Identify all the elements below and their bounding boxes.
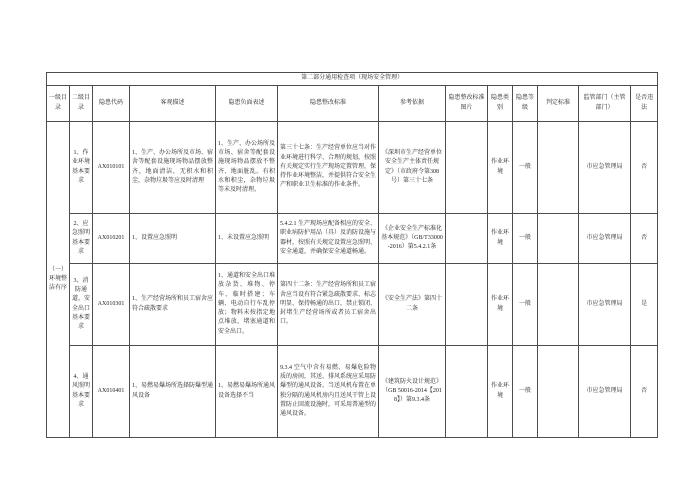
column-header-criteria: 判定标准	[538, 86, 579, 122]
cell-objective: 1、生产经营场所和员工宿舍应符合疏散要求	[130, 264, 216, 346]
cell-criteria	[538, 214, 579, 264]
cell-criteria	[538, 122, 579, 214]
cell-criteria	[538, 346, 579, 438]
cell-level2: 4、通风照明基本要求	[70, 346, 93, 438]
cell-category: 作业环境	[488, 264, 513, 346]
cell-illegal: 否	[631, 346, 658, 438]
column-header-department: 监管部门（主管部门）	[579, 86, 631, 122]
table-row	[47, 214, 658, 264]
cell-code: AX010101	[93, 122, 130, 214]
cell-level2: 1、作业环境基本要求	[70, 122, 93, 214]
cell-category: 作业环境	[488, 214, 513, 264]
cell-standard: 第四十二条：生产经营场所和员工宿舍应当设有符合紧急疏散要求、标志明显、保持畅通的出口，禁止锁闭、封堵生产经营场所或者员工宿舍出口。	[278, 264, 379, 346]
cell-objective: 1、易燃易爆场所选择防爆型通风设备	[130, 346, 216, 438]
column-header-reference: 参考依据	[379, 86, 446, 122]
table-row	[47, 122, 658, 214]
cell-level: 一般	[513, 214, 538, 264]
cell-photo	[446, 214, 488, 264]
cell-department: 市应急管理局	[579, 122, 631, 214]
cell-photo	[446, 346, 488, 438]
cell-department: 市应急管理局	[579, 346, 631, 438]
cell-category: 作业环境	[488, 346, 513, 438]
cell-objective: 1、生产、办公场所及市场、宿舍等配套设施现场物品摆放整齐，地面清洁，无积水和积尘，杂物垃圾等应及时清理	[130, 122, 216, 214]
table-header-row	[47, 86, 658, 122]
cell-illegal: 是	[631, 264, 658, 346]
cell-reference: 《深圳市生产经营单位安全生产主体责任规定》（市政府令第308号）第三十七条	[379, 122, 446, 214]
column-header-photo: 隐患整改标准图片	[446, 86, 488, 122]
cell-code: AX010201	[93, 214, 130, 264]
inspection-checklist-table	[46, 72, 658, 438]
cell-level1-group: （一）环境整洁有序	[47, 122, 70, 438]
cell-photo	[446, 264, 488, 346]
table-title: 第二部分通用检查项（现场安全管理）	[47, 73, 658, 86]
cell-category: 作业环境	[488, 122, 513, 214]
column-header-level2: 二级目录	[70, 86, 93, 122]
column-header-level: 隐患等级	[513, 86, 538, 122]
cell-code: AX010401	[93, 346, 130, 438]
column-header-level1: 一级目录	[47, 86, 70, 122]
cell-illegal: 否	[631, 122, 658, 214]
cell-reference: 《安全生产法》第四十二条	[379, 264, 446, 346]
cell-photo	[446, 122, 488, 214]
cell-level2: 2、应急照明基本要求	[70, 214, 93, 264]
cell-level: 一般	[513, 264, 538, 346]
cell-negative: 1、易燃易爆场所通风设备选择不当	[216, 346, 278, 438]
cell-level: 一般	[513, 346, 538, 438]
cell-negative: 1、通道和安全出口堆放杂货、堆物、停车、临时搭建；车辆、电动自行车乱停放；物料未按指定地点堆放，堵塞通道和安全出口。	[216, 264, 278, 346]
cell-standard: 9.3.4 空气中含有易燃、易爆危险物质的房间，其送、排风系统应采用防爆型的通风设备。当送风机布置在单独分隔的通风机房内且送风干管上设置防止回流设施时，可采用普通型的通风设备。	[278, 346, 379, 438]
cell-criteria	[538, 264, 579, 346]
cell-reference: 《企业安全生产标准化基本规范》（GB/T33000-2016）第5.4.2.1条	[379, 214, 446, 264]
cell-negative: 1、生产、办公场所及市场、宿舍等配套设施现场物品摆放不整齐、地面脏乱。有积水和积尘，杂物垃圾等未及时清理。	[216, 122, 278, 214]
cell-level2: 3、消防通道、安全出口基本要求	[70, 264, 93, 346]
column-header-standard: 隐患整改标准	[278, 86, 379, 122]
cell-illegal: 否	[631, 214, 658, 264]
cell-objective: 1、设置应急照明	[130, 214, 216, 264]
table-row	[47, 346, 658, 438]
cell-negative: 1、未设置应急照明	[216, 214, 278, 264]
cell-reference: 《建筑防火设计规范》（GB 50016-2014【2018】）第9.3.4条	[379, 346, 446, 438]
cell-code: AX010301	[93, 264, 130, 346]
table-row	[47, 264, 658, 346]
column-header-code: 隐患代码	[93, 86, 130, 122]
table-title-row	[47, 73, 658, 86]
cell-department: 市应急管理局	[579, 214, 631, 264]
cell-standard: 第三十七条：生产经营单位应当对作业环境进行科学、合理的规划，按照有关规定实行生产现场定置管理，保持作业环境整洁，并提供符合安全生产和职业卫生标准的作业条件。	[278, 122, 379, 214]
cell-department: 市应急管理局	[579, 264, 631, 346]
column-header-illegal: 是否违法	[631, 86, 658, 122]
column-header-negative: 隐患负面表述	[216, 86, 278, 122]
cell-level: 一般	[513, 122, 538, 214]
column-header-category: 隐患类别	[488, 86, 513, 122]
column-header-objective: 客观描述	[130, 86, 216, 122]
cell-standard: 5.4.2.1 生产现场应配备相应的安全、职业病防护用品（具）及消防设施与器材，按照有关规定设置应急照明、安全通道，并确保安全通道畅通。	[278, 214, 379, 264]
